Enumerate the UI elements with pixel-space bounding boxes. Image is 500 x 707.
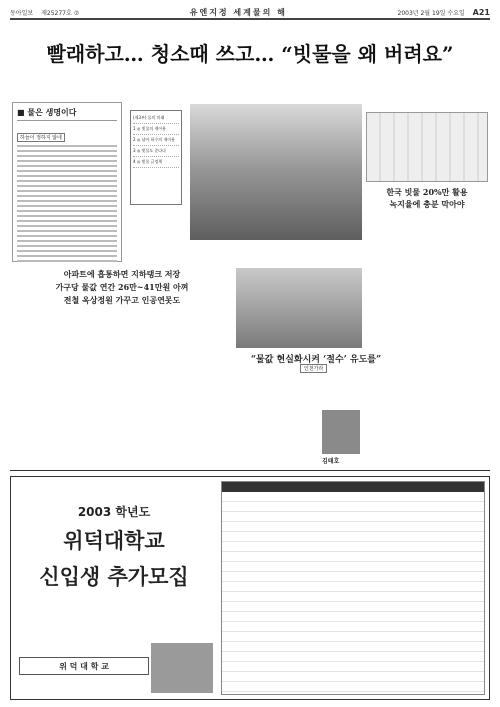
campus-photo	[151, 643, 213, 693]
newspaper-name: 동아일보 제25277호 ⑦	[10, 9, 80, 17]
author-photo	[322, 410, 360, 454]
series-tag: 하늘이 정하지 않네	[17, 133, 65, 142]
series-item: 1 ◎ 빗물의 재이용	[133, 124, 179, 135]
series-box	[12, 102, 122, 262]
sub-headline-text: 아파트에 흡통하면 지하탱크 저장 가구당 물값 연간 26만~41만원 아껴 전철 옥상정원 가꾸고 인공연못도	[55, 269, 189, 305]
main-headline: 빨래하고… 청소때 쓰고… “빗물을 왜 버려요”	[46, 42, 454, 66]
ad-university: 위덕대학교	[63, 529, 165, 553]
table-header	[222, 482, 484, 492]
university-ad	[10, 476, 490, 700]
side-diagram	[366, 112, 488, 182]
masthead	[10, 6, 490, 20]
admission-table	[221, 481, 485, 695]
author-name: 김태호	[322, 458, 340, 465]
university-logo: 위 덕 대 학 교	[19, 657, 149, 675]
series-item: 3 ◎ 빗물도 준다다	[133, 146, 179, 157]
article-text	[17, 145, 117, 262]
date-page: 2003년 2월 19일 수요일 A21	[397, 7, 490, 17]
side-headline-line: 녹지율에 충분 막아야	[389, 199, 465, 209]
main-photo	[190, 104, 362, 240]
building-photo	[236, 268, 362, 348]
series-title: ■ 물은 생명이다	[17, 107, 117, 121]
section-divider	[10, 470, 490, 471]
series-list	[130, 110, 182, 205]
ad-year: 2003 학년도	[77, 505, 151, 519]
column-tag: 인천가라	[300, 364, 327, 373]
side-headline-line: 한국 빗물 20%만 활용	[386, 187, 468, 197]
column-title: “물값 현실화시켜 ‘절수’ 유도를”	[250, 355, 382, 365]
series-item: 4 ◎ 빗물 급정책	[133, 157, 179, 168]
series-item: (제3부) 물의 미래	[133, 113, 179, 124]
ad-subtitle: 신입생 추가모집	[39, 565, 189, 589]
side-headline	[366, 186, 488, 210]
sub-headline	[12, 268, 232, 307]
ad-left-panel	[11, 477, 217, 699]
series-item: 2 ◎ 남아 하수의 재이용	[133, 135, 179, 146]
section-title: 유엔지정 세계물의 해	[189, 7, 287, 17]
